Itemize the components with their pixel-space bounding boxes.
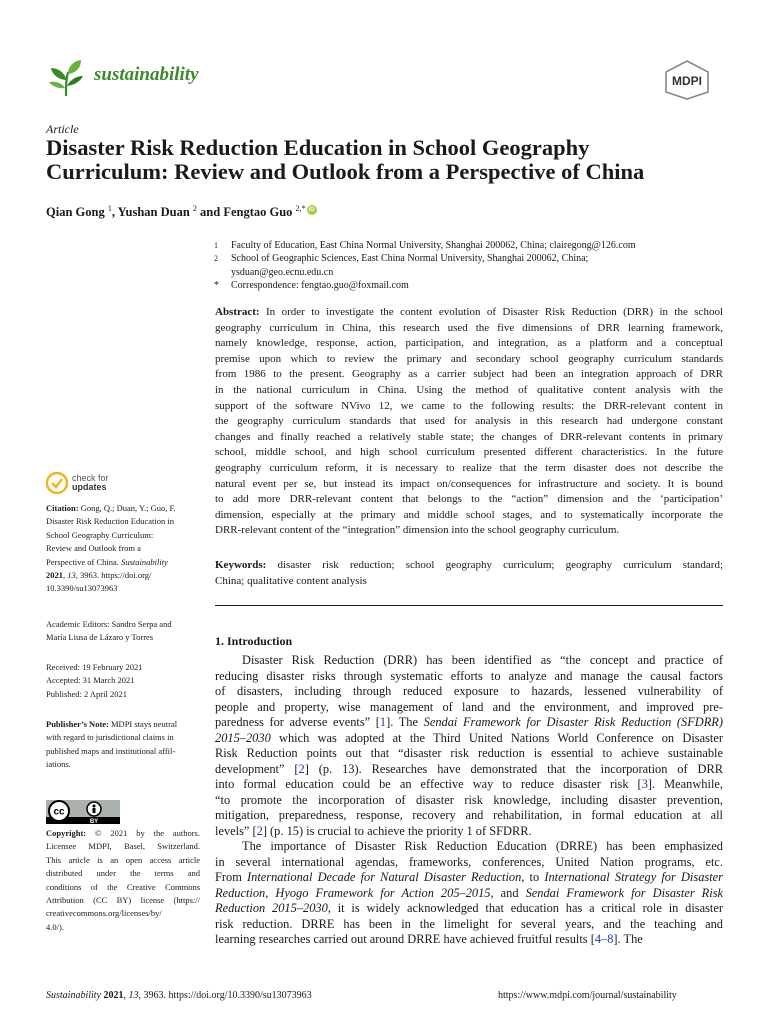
affiliation-mark: 1 bbox=[214, 241, 218, 250]
mdpi-logo-text: MDPI bbox=[672, 74, 702, 88]
author-name[interactable]: Yushan Duan bbox=[117, 205, 190, 220]
orcid-icon[interactable]: iD bbox=[308, 207, 315, 213]
body-line: people and property, wise management of land and the environment, and improved pre- bbox=[215, 699, 723, 714]
editors-line: Academic Editors: Sandro Serpa and bbox=[46, 619, 172, 629]
citation-journal: Sustainability bbox=[121, 556, 168, 567]
title-line: Curriculum: Review and Outlook from a Perspective of China bbox=[46, 159, 645, 184]
copyright-line: distributed under the terms and bbox=[46, 868, 200, 879]
keywords-label: Keywords: bbox=[215, 559, 267, 571]
body-line: Disaster Risk Reduction (DRR) has been identified as “the concept and practice of bbox=[242, 653, 723, 667]
affiliation-text: ysduan@geo.ecnu.edu.cn bbox=[231, 266, 334, 278]
article-type: Article bbox=[46, 122, 79, 136]
abstract-label: Abstract: bbox=[215, 306, 260, 318]
citation-doi-link[interactable]: 10.3390/su13073963 bbox=[46, 583, 118, 594]
copyright-line: This article is an open access article bbox=[46, 854, 200, 865]
keywords-line: China; qualitative content analysis bbox=[215, 574, 367, 587]
affiliation-item bbox=[214, 279, 724, 292]
abstract-line: geography curriculum in China, this research used the five dimensions of DRR learning framework, bbox=[215, 321, 723, 334]
keywords bbox=[215, 558, 723, 589]
citation-line: School Geography Curriculum: bbox=[46, 529, 154, 540]
copyright-label: Copyright: bbox=[46, 828, 87, 838]
affiliation-text: Faculty of Education, East China Normal University, Shanghai 200062, China; clairegong@126.com bbox=[231, 240, 636, 251]
section-heading-introduction: 1. Introduction bbox=[215, 634, 293, 648]
reference-link[interactable]: 2 bbox=[298, 761, 305, 776]
abstract-line: changes and finally reached a relatively stable state; the changes of DRR-relevant contents in primary bbox=[215, 430, 723, 443]
body-line: risk reduction. DRRE has been in the limelight for several years, and the teaching and bbox=[215, 916, 723, 931]
body-line: mitigation, preparedness, response, recovery and rehabilitation, in formal education at all bbox=[215, 808, 723, 822]
author-affil-mark: 2,* bbox=[295, 204, 306, 213]
abstract-line: natural event per se, but instead its impact on/consequences for infrastructure and society. It is bound bbox=[215, 477, 723, 490]
body-line: of disasters, including through reduced exposure to hazards, lessened vulnerability of bbox=[215, 684, 723, 698]
publisher-note-line: published maps and institutional affil- bbox=[46, 745, 176, 756]
cc-icon: cc bbox=[53, 806, 65, 818]
citation-label: Citation: bbox=[46, 503, 79, 513]
citation-line: Perspective of China. bbox=[46, 556, 122, 567]
abstract-line: to add more DRR-relevant content that belongs to the “action” dimension and the ‘participation’ bbox=[215, 493, 723, 506]
affiliation-item bbox=[214, 239, 724, 252]
cc-by-license-badge[interactable] bbox=[46, 800, 120, 824]
journal-name: sustainability bbox=[94, 64, 199, 85]
citation-block: Citation: Gong, Q.; Duan, Y.; Guo, F. Disaster Risk Reduction Education in School Geography Curriculum: Review and Outlook from a Perspective of China. Sustainability 2021, 13, 3963. https://doi.org/ 10.3390/su13073963 bbox=[46, 502, 200, 596]
check-updates-line: updates bbox=[72, 482, 107, 492]
abstract-line: In order to investigate the content evolution of Disaster Risk Reduction (DRR) in the school bbox=[259, 306, 723, 318]
title-line: Disaster Risk Reduction Education in School Geography bbox=[46, 135, 590, 160]
footer-journal-link[interactable]: https://www.mdpi.com/journal/sustainability bbox=[498, 990, 677, 1001]
section-divider bbox=[215, 605, 723, 606]
copyright-line: © 2021 by the authors. bbox=[86, 828, 200, 838]
footer-year: 2021 bbox=[103, 990, 124, 1001]
citation-line: Review and Outlook from a bbox=[46, 543, 141, 554]
citation-year: 2021 bbox=[46, 570, 63, 581]
mdpi-logo bbox=[663, 60, 711, 100]
affiliation-item bbox=[214, 252, 724, 279]
copyright-line: 4.0/). bbox=[46, 921, 64, 932]
affiliation-mark: 2 bbox=[214, 254, 218, 264]
affiliation-mark: * bbox=[214, 279, 219, 291]
abstract-line: namely knowledge, response, action, participation, and integration, as a platform and a conceptual bbox=[215, 337, 723, 350]
citation-line: Gong, Q.; Duan, Y.; Guo, F. bbox=[78, 503, 176, 513]
author-separator: , bbox=[111, 205, 118, 220]
copyright-line: conditions of the Creative Commons bbox=[46, 881, 200, 892]
author-list bbox=[46, 204, 317, 220]
copyright-block bbox=[46, 827, 200, 934]
body-line: in several international agendas, frameworks, conferences, United Nation programs, etc. bbox=[215, 854, 723, 869]
abstract bbox=[215, 305, 723, 539]
footer-doi-link[interactable]: , 3963. https://doi.org/10.3390/su13073963 bbox=[138, 990, 312, 1001]
check-for-updates-button[interactable] bbox=[46, 472, 109, 494]
editors-line: María Liusa de Lázaro y Torres bbox=[46, 632, 154, 643]
body-line: 2015–2030 which was adopted at the Third United Nations World Conference on Disaster bbox=[215, 730, 723, 745]
publication-dates bbox=[46, 661, 200, 701]
author-affil-mark: 1 bbox=[107, 204, 112, 213]
author-separator: and bbox=[196, 205, 224, 220]
received-date: Received: 19 February 2021 bbox=[46, 662, 143, 672]
publisher-note bbox=[46, 718, 200, 772]
citation-pages[interactable]: , 3963. https://doi.org/ bbox=[75, 570, 152, 581]
body-line: paredness for adverse events” [1]. The Sendai Framework for Disaster Risk Reduction (SFDRR) bbox=[215, 715, 724, 729]
reference-link[interactable]: 1 bbox=[379, 715, 387, 729]
abstract-line: support of the software NVivo 12, we came to the following results: the DRR-relevant content in bbox=[215, 399, 723, 412]
publisher-note-line: with regard to jurisdictional claims in bbox=[46, 732, 174, 743]
citation-line: Disaster Risk Reduction Education in bbox=[46, 516, 174, 527]
affiliation-text: School of Geographic Sciences, East China Normal University, Shanghai 200062, China; bbox=[231, 253, 589, 265]
correspondence-text: Correspondence: fengtao.guo@foxmail.com bbox=[231, 279, 409, 291]
body-line: The importance of Disaster Risk Reduction Education (DRRE) has been emphasized bbox=[242, 839, 723, 853]
body-line: Reduction 2015–2030, it is widely acknowledged that education has a critical role in disaster bbox=[215, 901, 723, 915]
reference-link[interactable]: 2 bbox=[256, 823, 263, 838]
copyright-line[interactable]: Attribution (CC BY) license (https:// bbox=[46, 895, 200, 906]
author-name[interactable]: Qian Gong bbox=[46, 205, 105, 220]
abstract-line: the geography curriculum standards that used for analysis in this research had undergone constant bbox=[215, 415, 723, 428]
reference-link[interactable]: 3 bbox=[641, 777, 648, 791]
by-icon: BY bbox=[89, 819, 99, 824]
author-name[interactable]: Fengtao Guo bbox=[223, 205, 293, 220]
abstract-line: in the national curriculum in China. Using the method of qualitative content analysis with the bbox=[215, 383, 723, 396]
abstract-line: dimension, especially at the primary and middle school stages, and to systematically incorporate the bbox=[215, 508, 723, 521]
intro-paragraph-1 bbox=[215, 653, 723, 839]
abstract-line: premise upon which to review the primary and secondary school geography curriculum standards bbox=[215, 352, 723, 365]
body-line: reducing disaster risks through systematic efforts to analyze and manage the causal factors bbox=[215, 668, 723, 683]
check-updates-line: check for bbox=[72, 473, 109, 483]
published-date: Published: 2 April 2021 bbox=[46, 688, 127, 699]
footer-volume: 13 bbox=[128, 990, 139, 1001]
academic-editors bbox=[46, 618, 200, 645]
abstract-line: school, middle school, and high school curriculum presented different characteristics. In the future bbox=[215, 446, 723, 459]
publisher-note-line: MDPI stays neutral bbox=[108, 719, 178, 729]
body-line: into formal education could be an effective way to reduce disaster risk [3]. Meanwhile, bbox=[215, 777, 723, 791]
body-line: levels” [2] (p. 15) is crucial to achieve the priority 1 of SFDRR. bbox=[215, 823, 532, 838]
reference-link[interactable]: 4–8 bbox=[594, 932, 614, 946]
accepted-date: Accepted: 31 March 2021 bbox=[46, 675, 135, 686]
citation-volume: 13 bbox=[67, 570, 76, 581]
body-line: From International Decade for Natural Disaster Reduction, to International Strategy for Disaster bbox=[215, 870, 723, 884]
abstract-line: from 1986 to the present. Geography as a carrier subject had been an integration approach of DRR bbox=[215, 368, 723, 381]
check-for-updates-icon bbox=[46, 472, 68, 494]
intro-paragraph-2 bbox=[215, 839, 723, 948]
body-line: “to promote the incorporation of disaster risk knowledge, including disaster prevention, bbox=[215, 792, 723, 807]
body-line: Risk Reduction points out that “disaster risk reduction is essential to achieve sustainable bbox=[215, 746, 723, 760]
sustainability-leaf-logo bbox=[46, 58, 86, 98]
body-line: development” [2] (p. 13). Researches have demonstrated that the incorporation of DRR bbox=[215, 761, 723, 776]
author-affil-mark: 2 bbox=[192, 204, 197, 213]
copyright-line: Licensee MDPI, Basel, Switzerland. bbox=[46, 841, 200, 852]
footer-journal: Sustainability bbox=[46, 990, 101, 1001]
publisher-note-label: Publisher’s Note: bbox=[46, 719, 109, 729]
body-line: Reduction, Hyogo Framework for Action 205–2015, and Sendai Framework for Disaster Risk bbox=[215, 885, 724, 900]
publisher-note-line: iations. bbox=[46, 759, 71, 770]
keywords-line: disaster risk reduction; school geography curriculum; geography curriculum standard; bbox=[266, 559, 723, 571]
article-title bbox=[46, 136, 736, 184]
abstract-line: geography curriculum reform, it is necessary to realize that the term disaster does not describe the bbox=[215, 461, 723, 474]
footer-citation: Sustainability 2021, 13, 3963. https://doi.org/10.3390/su13073963 bbox=[46, 990, 312, 1001]
affiliations bbox=[214, 239, 724, 292]
body-line: learning researches carried out around DRRE have achieved fruitful results [4–8]. The bbox=[215, 932, 643, 946]
abstract-line: DRR-relevant content of the “integration” dimension into the school geography curriculum. bbox=[215, 524, 620, 537]
copyright-license-link[interactable]: creativecommons.org/licenses/by/ bbox=[46, 908, 162, 919]
